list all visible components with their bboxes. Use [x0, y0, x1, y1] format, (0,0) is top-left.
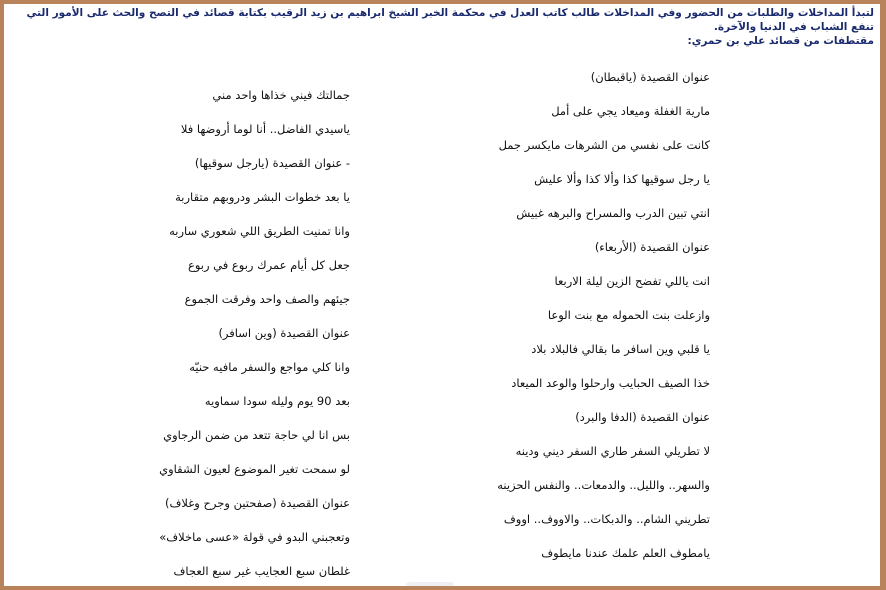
- intro-line-2: مقتطفات من قصائد علي بن حمري:: [687, 35, 874, 47]
- verse-line: عنوان القصيدة (الدفا والبرد): [575, 410, 710, 424]
- verse-line: يا قلبي وين اسافر ما بقالي فالبلاد بلاد: [531, 342, 710, 356]
- verse-line: جعل كل أيام عمرك ربوع في ربوع: [187, 258, 350, 272]
- scroll-handle[interactable]: [406, 582, 454, 586]
- verse-line: كانت على نفسي من الشرهات مايكسر جمل: [498, 138, 710, 152]
- verse-line: يا بعد خطوات البشر ودروبهم متقاربة: [175, 190, 350, 204]
- verse-line: والسهر.. والليل.. والدمعات.. والنفس الحزينه: [497, 478, 710, 492]
- verse-line: يا رجل سوقيها كذا وألا كذا وألا عليش: [534, 172, 710, 186]
- verse-line: يامطوف العلم علمك عندنا مايطوف: [541, 546, 710, 560]
- verse-line: وانا تمنيت الطريق اللي شعوري ساربه: [169, 224, 350, 238]
- verse-line: عنوان القصيدة (الأربعاء): [594, 240, 710, 254]
- verse-line: ياسيدي الفاضل.. أنا لوما أروضها فلا: [180, 122, 350, 136]
- verse-line: - عنوان القصيدة (يارجل سوقيها): [194, 156, 350, 170]
- verse-line: وانا كلي مواجع والسفر مافيه حنيّه: [189, 360, 350, 374]
- verse-line: انتي تبين الدرب والمسراح والبرهه غبيش: [516, 206, 710, 220]
- intro-text: [14, 6, 874, 48]
- verse-line: لا تطريلي السفر طاري السفر ديني ودينه: [515, 444, 710, 458]
- verse-line: وتعجبني البدو في قولة «عسى ماخلاف»: [159, 530, 350, 544]
- intro-line-1: لتبدأ المداخلات والطلبات من الحضور وفي المداخلات طالب كاتب العدل في محكمة الخبر الشيخ ابراهيم بن زيد الرقيب بكتابة قصائد في التصح والحث على الأمور التي تنفع الشباب في الدنيا والآخرة.: [26, 7, 874, 33]
- verse-line: مارية الغفلة وميعاد يجي على أمل: [551, 104, 710, 118]
- verse-line: بس انا لي حاجة تتعد من ضمن الرجاوي: [163, 428, 350, 442]
- article-panel: [4, 4, 880, 586]
- verse-line: وازعلت بنت الحموله مع بنت الوعا: [547, 308, 710, 322]
- verse-line: تطريني الشام.. والدبكات.. والاووف.. اووف: [503, 512, 710, 526]
- verse-line: جمالتك فيني خذاها واحد مني: [212, 88, 350, 102]
- verse-line: بعد 90 يوم وليله سودا سماويه: [204, 394, 350, 408]
- verse-line: خذا الصيف الحبايب وارحلوا والوعد الميعاد: [511, 376, 710, 390]
- verse-line: انت ياللي تفضح الزين ليلة الاربعا: [554, 274, 710, 288]
- verse-line: عنوان القصيدة (وين اسافر): [218, 326, 350, 340]
- verse-line: لو سمحت تغير الموضوع لعيون الشقاوي: [159, 462, 350, 476]
- verse-line: جيئهم والصف واحد وفرقت الجموع: [184, 292, 350, 306]
- verse-line: غلطان سبع العجايب غير سبع العجاف: [173, 564, 350, 578]
- verse-line: عنوان القصيدة (صفحتين وجرح وغلاف): [164, 496, 350, 510]
- verse-line: عنوان القصيدة (ياقبطان): [590, 70, 710, 84]
